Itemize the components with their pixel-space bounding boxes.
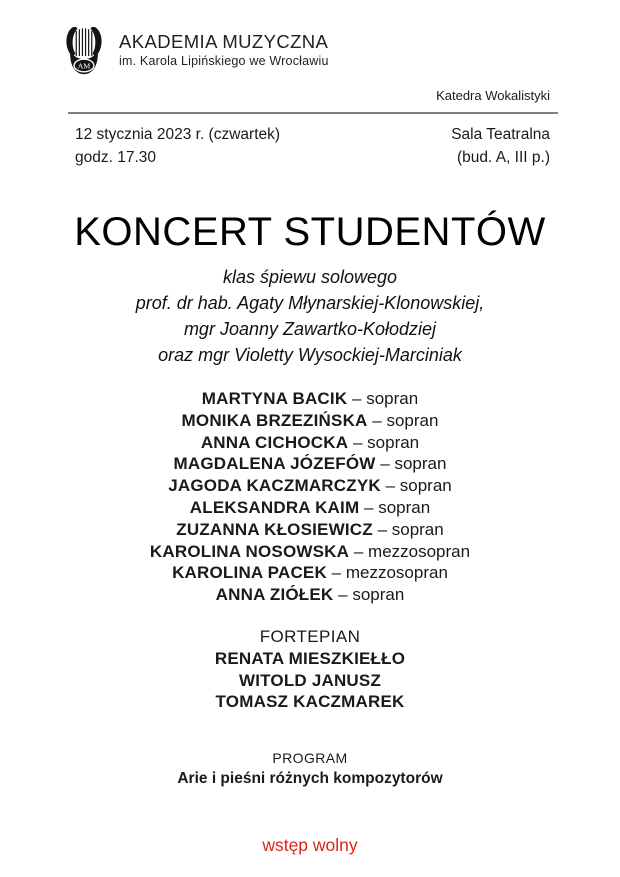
performer-row (0, 475, 620, 497)
performer-row (0, 562, 620, 584)
program-heading: PROGRAM (272, 750, 348, 767)
event-info (0, 114, 620, 169)
event-time: godz. 17.30 (75, 149, 157, 166)
performer-name: ZUZANNA KŁOSIEWICZ (176, 519, 373, 539)
pianists-list (0, 648, 620, 713)
performer-name: JAGODA KACZMARCZYK (168, 476, 381, 496)
concert-title: KONCERT STUDENTÓW (74, 210, 546, 254)
performer-voice: – sopran (352, 389, 419, 408)
performer-voice: – sopran (352, 432, 420, 452)
performer-name: KAROLINA PACEK (172, 563, 327, 583)
academy-text-block (119, 25, 329, 68)
logo-monogram: AM (77, 61, 91, 71)
performer-voice: – sopran (364, 497, 431, 517)
program-section (0, 749, 620, 788)
performer-row (0, 388, 620, 410)
department-label: Katedra Wokalistyki (436, 88, 550, 103)
venue-detail: (bud. A, III p.) (456, 149, 550, 166)
lyre-logo-icon (58, 25, 110, 75)
performer-name: ANNA ZIÓŁEK (215, 585, 334, 605)
event-date: 12 stycznia 2023 r. (czwartek) (75, 126, 281, 143)
pianist-name: RENATA MIESZKIEŁŁO (214, 648, 406, 668)
performer-name: MONIKA BRZEZIŃSKA (181, 410, 368, 430)
performer-voice: – sopran (385, 476, 452, 496)
performer-voice: – mezzosopran (331, 563, 448, 583)
performer-name: ANNA CICHOCKA (200, 432, 349, 452)
performer-row (0, 541, 620, 563)
performer-row (0, 519, 620, 541)
performer-name: ALEKSANDRA KAIM (189, 497, 360, 517)
pianist-name: WITOLD JANUSZ (238, 670, 382, 690)
subtitle-line: oraz mgr Violetty Wysockiej-Marciniak (158, 345, 462, 365)
admission-notice: wstęp wolny (262, 835, 358, 856)
performer-voice: – sopran (372, 410, 439, 430)
piano-heading: FORTEPIAN (259, 626, 361, 646)
subtitle-line: mgr Joanny Zawartko-Kołodziej (183, 319, 437, 339)
venue-name: Sala Teatralna (451, 126, 550, 143)
performer-name: KAROLINA NOSOWSKA (149, 541, 350, 561)
performer-name: MAGDALENA JÓZEFÓW (173, 454, 376, 474)
performers-list (0, 388, 620, 606)
performer-row (0, 584, 620, 606)
subtitle-line: klas śpiewu solowego (222, 267, 398, 287)
program-description: Arie i pieśni różnych kompozytorów (177, 769, 443, 787)
performer-row (0, 410, 620, 432)
performer-voice: – mezzosopran (353, 541, 471, 561)
subtitle-line: prof. dr hab. Agaty Młynarskiej-Klonowskiej, (135, 293, 485, 313)
event-venue (451, 123, 550, 169)
performer-voice: – sopran (338, 585, 405, 605)
academy-subtitle: im. Karola Lipińskiego we Wrocławiu (119, 54, 329, 69)
academy-name: AKADEMIA MUZYCZNA (119, 31, 329, 52)
pianist-name: TOMASZ KACZMAREK (215, 692, 405, 712)
concert-subtitle (0, 264, 620, 368)
performer-name: MARTYNA BACIK (201, 389, 348, 408)
header (0, 0, 620, 75)
performer-voice: – sopran (380, 454, 447, 474)
event-datetime (75, 123, 280, 169)
piano-section (0, 626, 620, 713)
performer-voice: – sopran (377, 519, 444, 539)
performer-row (0, 453, 620, 475)
performer-row (0, 497, 620, 519)
performer-row (0, 432, 620, 454)
